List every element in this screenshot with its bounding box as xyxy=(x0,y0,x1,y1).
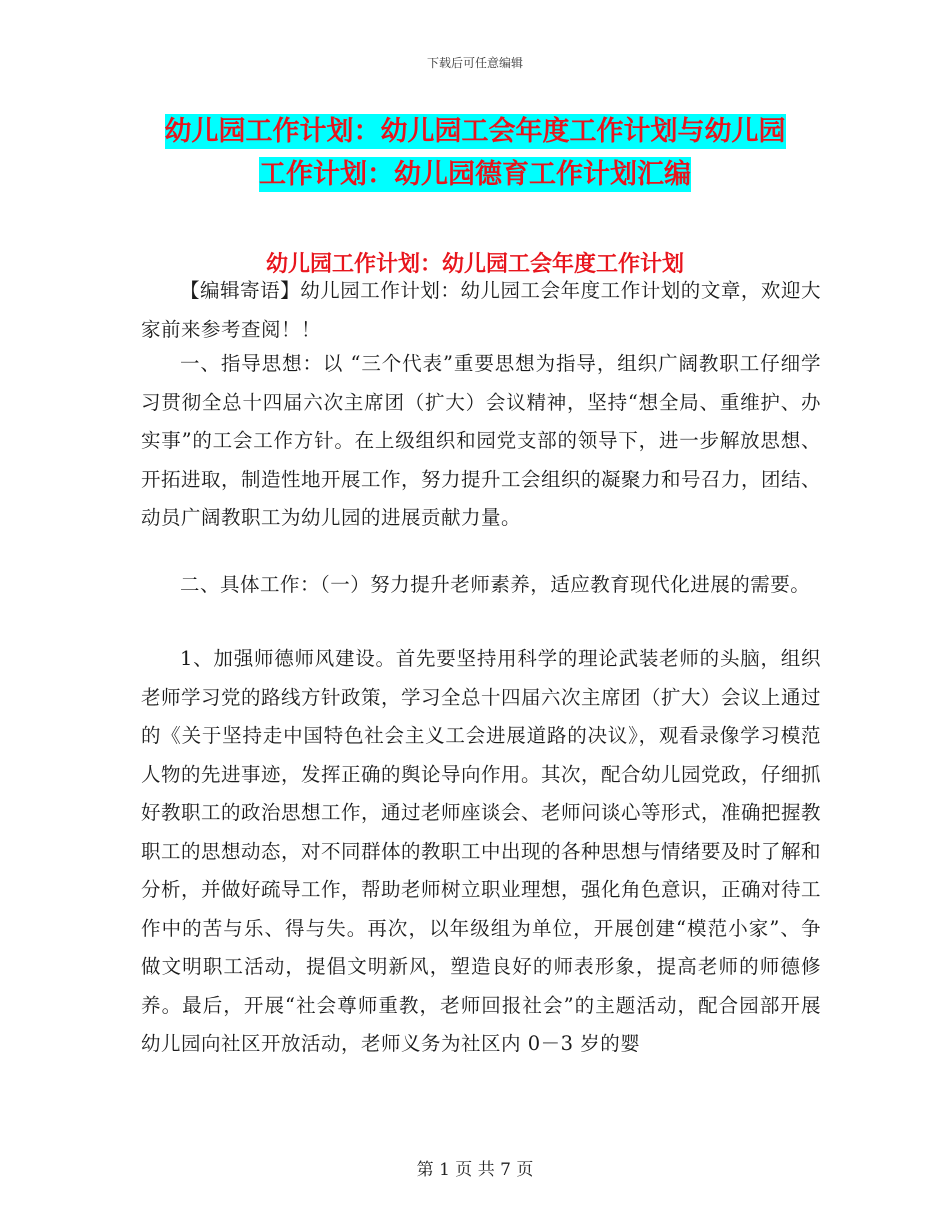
paragraph-item-1 xyxy=(141,640,821,1064)
page-number: 第 1 页 共 7 页 xyxy=(416,1160,534,1180)
paragraph-text: 一、指导思想：以 “三个代表”重要思想为指导，组织广阔教职工仔细学习贯彻全总十四届六次主席团（扩大）会议精神，坚持“想全局、重维护、办实事”的工会工作方针。在上级组织和园党支部的领导下，进一步解放思想、开拓进取，制造性地开展工作，努力提升工会组织的凝聚力和号召力，团结、动员广阔教职工为幼儿园的进展贡献力量。 xyxy=(141,352,822,529)
document-title-line-1 xyxy=(0,115,950,149)
section-title: 幼儿园工作计划：幼儿园工会年度工作计划 xyxy=(265,252,684,277)
paragraph-guiding-ideology xyxy=(141,345,821,538)
paragraph-editor-note xyxy=(141,272,821,349)
paragraph-text: 1、加强师德师风建设。首先要坚持用科学的理论武装老师的头脑，组织老师学习党的路线方针政策，学习全总十四届六次主席团（扩大）会议上通过的《关于坚持走中国特色社会主义工会进展道路的决议》，观看录像学习模范人物的先进事迹，发挥正确的舆论导向作用。其次，配合幼儿园党政，仔细抓好教职工的政治思想工作，通过老师座谈会、老师问谈心等形式，准确把握教职工的思想动态，对不同群体的教职工中出现的各种思想与情绪要及时了解和分析，并做好疏导工作，帮助老师树立职业理想，强化角色意识，正确对待工作中的苦与乐、得与失。再次，以年级组为单位，开展创建“模范小家”、争做文明职工活动，提倡文明新风，塑造良好的师表形象，提高老师的师德修养。最后，开展“社会尊师重教，老师回报社会”的主题活动，配合园部开展幼儿园向社区开放活动，老师义务为社区内 0－3 岁的婴 xyxy=(141,647,822,1055)
document-title-text-2: 工作计划：幼儿园德育工作计划汇编 xyxy=(259,159,691,190)
document-title-text-1: 幼儿园工作计划：幼儿园工会年度工作计划与幼儿园 xyxy=(164,116,786,147)
page-header-note: 下载后可任意编辑 xyxy=(426,56,523,70)
document-title-line-2 xyxy=(0,158,950,192)
paragraph-text: 【编辑寄语】幼儿园工作计划：幼儿园工会年度工作计划的文章，欢迎大家前来参考查阅！！ xyxy=(141,279,821,341)
paragraph-text: 二、具体工作：（一）努力提升老师素养，适应教育现代化进展的需要。 xyxy=(180,573,811,596)
paragraph-specific-work xyxy=(141,566,821,605)
